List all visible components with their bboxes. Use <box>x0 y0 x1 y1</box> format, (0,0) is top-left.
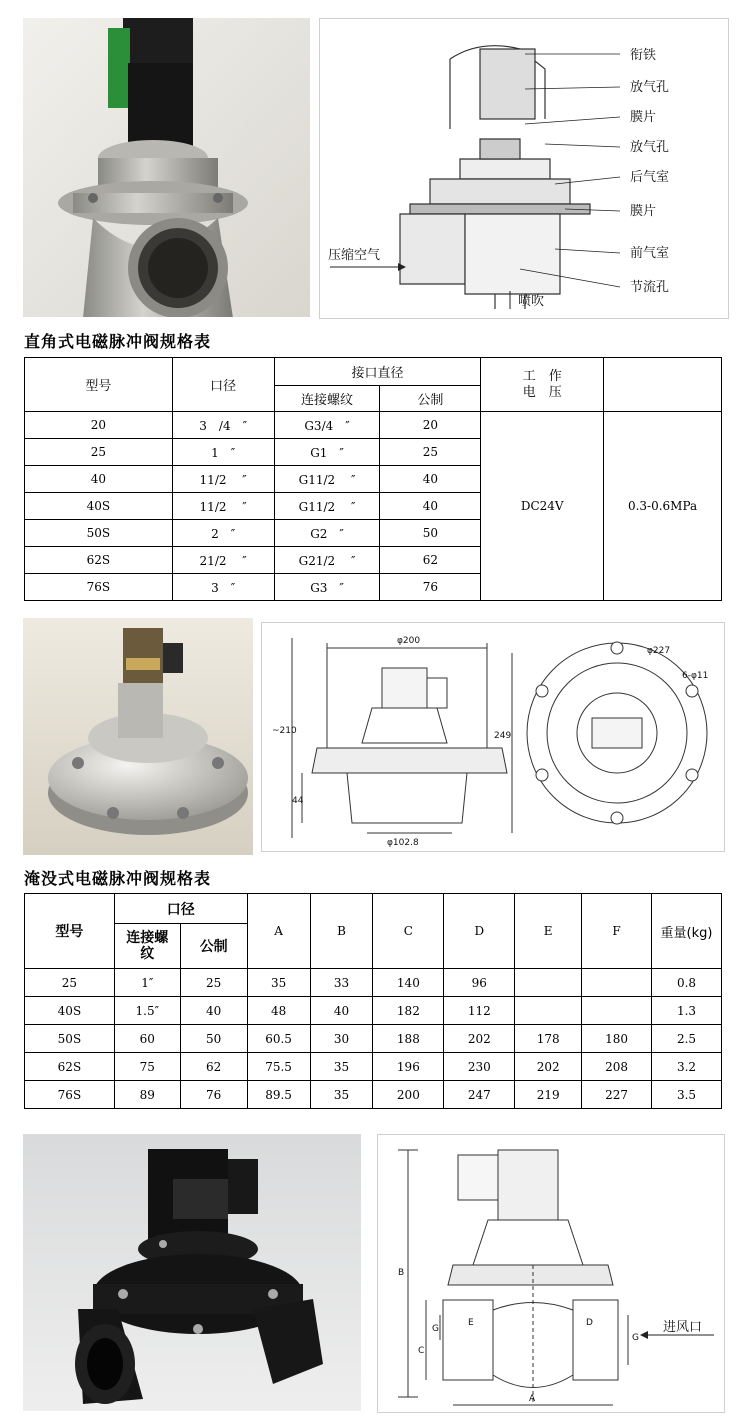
cell-thread: 1.5″ <box>114 997 180 1025</box>
header-bore: 口径 <box>172 358 274 412</box>
dim-44: 44 <box>292 796 304 806</box>
submerged-valve-photo <box>23 618 253 855</box>
header-voltage-line1: 工 作 <box>522 368 562 384</box>
dim-227: φ227 <box>647 646 671 656</box>
cell-e: 219 <box>515 1081 582 1109</box>
header-b: B <box>310 894 373 969</box>
cell-pressure: 0.3-0.6MPa <box>604 412 722 601</box>
cell-d: 202 <box>444 1025 515 1053</box>
label-front-chamber: 前气室 <box>630 246 670 261</box>
cell-weight: 1.3 <box>652 997 722 1025</box>
cell-e <box>515 969 582 997</box>
cell-metric: 50 <box>180 1025 247 1053</box>
cell-thread: G21/2 ″ <box>274 547 380 574</box>
table2-title: 淹没式电磁脉冲阀规格表 <box>24 869 212 888</box>
cell-bore: 3 ″ <box>172 574 274 601</box>
label-compressed-air: 压缩空气 <box>328 248 381 263</box>
cell-metric: 20 <box>380 412 481 439</box>
cell-metric: 62 <box>380 547 481 574</box>
cell-thread: 60 <box>114 1025 180 1053</box>
cell-b: 33 <box>310 969 373 997</box>
black-valve-dimension-drawing <box>377 1134 725 1413</box>
header-thread: 连接螺纹 <box>114 924 180 969</box>
cell-metric: 40 <box>380 466 481 493</box>
dim-g-left: G <box>432 1324 439 1334</box>
header-a: A <box>247 894 310 969</box>
submerged-valve-dimension-drawing <box>261 622 725 852</box>
dim-249: 249 <box>494 731 512 741</box>
header-pressure <box>604 358 722 412</box>
cell-f: 180 <box>582 1025 652 1053</box>
header-d: D <box>444 894 515 969</box>
cell-thread: G1 ″ <box>274 439 380 466</box>
cell-e: 202 <box>515 1053 582 1081</box>
cell-d: 112 <box>444 997 515 1025</box>
cell-c: 182 <box>373 997 444 1025</box>
label-air-inlet: 进风口 <box>663 1320 703 1335</box>
cell-model: 25 <box>25 439 173 466</box>
cell-weight: 2.5 <box>652 1025 722 1053</box>
cell-e: 178 <box>515 1025 582 1053</box>
cell-f: 208 <box>582 1053 652 1081</box>
cell-a: 75.5 <box>247 1053 310 1081</box>
cell-model: 62S <box>25 547 173 574</box>
cell-e <box>515 997 582 1025</box>
dim-holes: 6-φ11 <box>682 671 709 681</box>
cell-f <box>582 969 652 997</box>
cell-d: 96 <box>444 969 515 997</box>
cell-f: 227 <box>582 1081 652 1109</box>
header-f: F <box>582 894 652 969</box>
cell-model: 20 <box>25 412 173 439</box>
cell-f <box>582 997 652 1025</box>
cell-model: 40S <box>25 997 115 1025</box>
label-vent-hole-1: 放气孔 <box>630 80 670 95</box>
cell-a: 89.5 <box>247 1081 310 1109</box>
header-bore: 口径 <box>114 894 247 924</box>
cell-a: 35 <box>247 969 310 997</box>
dim-g-right: G <box>632 1333 639 1343</box>
header-port-diameter: 接口直径 <box>274 358 481 386</box>
cell-thread: G11/2 ″ <box>274 493 380 520</box>
cell-weight: 0.8 <box>652 969 722 997</box>
cell-d: 247 <box>444 1081 515 1109</box>
cell-weight: 3.5 <box>652 1081 722 1109</box>
label-vent-hole-2: 放气孔 <box>630 140 670 155</box>
cell-metric: 76 <box>180 1081 247 1109</box>
cell-bore: 1 ″ <box>172 439 274 466</box>
label-rear-chamber: 后气室 <box>630 170 670 185</box>
cell-b: 30 <box>310 1025 373 1053</box>
cell-thread: G2 ″ <box>274 520 380 547</box>
dim-200: φ200 <box>397 636 421 646</box>
dim-e: E <box>468 1318 474 1328</box>
label-armature: 衔铁 <box>630 48 657 63</box>
cell-bore: 11/2 ″ <box>172 466 274 493</box>
cell-thread: G11/2 ″ <box>274 466 380 493</box>
cell-metric: 25 <box>380 439 481 466</box>
dim-c: C <box>418 1346 425 1356</box>
header-e: E <box>515 894 582 969</box>
cell-thread: G3 ″ <box>274 574 380 601</box>
cell-model: 50S <box>25 1025 115 1053</box>
cell-d: 230 <box>444 1053 515 1081</box>
dim-d: D <box>586 1318 593 1328</box>
label-throttle-hole: 节流孔 <box>630 280 670 295</box>
cell-c: 188 <box>373 1025 444 1053</box>
cell-bore: 2 ″ <box>172 520 274 547</box>
cell-c: 140 <box>373 969 444 997</box>
cell-thread: 75 <box>114 1053 180 1081</box>
cell-model: 40 <box>25 466 173 493</box>
cell-metric: 25 <box>180 969 247 997</box>
cell-c: 200 <box>373 1081 444 1109</box>
label-blow-out: 喷吹 <box>518 294 545 309</box>
cell-model: 76S <box>25 574 173 601</box>
cell-model: 76S <box>25 1081 115 1109</box>
black-valve-photo <box>23 1134 361 1411</box>
header-metric: 公制 <box>180 924 247 969</box>
table1-title: 直角式电磁脉冲阀规格表 <box>24 332 212 351</box>
cell-model: 62S <box>25 1053 115 1081</box>
header-model: 型号 <box>25 894 115 969</box>
dim-102-8: φ102.8 <box>387 838 419 848</box>
right-angle-valve-cross-section <box>319 18 729 319</box>
cell-metric: 40 <box>180 997 247 1025</box>
right-angle-valve-photo <box>23 18 310 317</box>
cell-thread: 1″ <box>114 969 180 997</box>
cell-thread: 89 <box>114 1081 180 1109</box>
right-angle-spec-table <box>24 357 722 601</box>
cell-metric: 62 <box>180 1053 247 1081</box>
cell-model: 25 <box>25 969 115 997</box>
header-c: C <box>373 894 444 969</box>
header-model: 型号 <box>25 358 173 412</box>
dim-b: B <box>398 1268 405 1278</box>
cell-metric: 50 <box>380 520 481 547</box>
cell-model: 50S <box>25 520 173 547</box>
dim-a: A <box>529 1394 536 1404</box>
cell-metric: 76 <box>380 574 481 601</box>
header-metric: 公制 <box>380 386 481 412</box>
cell-weight: 3.2 <box>652 1053 722 1081</box>
cell-thread: G3/4 ″ <box>274 412 380 439</box>
cell-b: 35 <box>310 1081 373 1109</box>
cell-model: 40S <box>25 493 173 520</box>
cell-bore: 11/2 ″ <box>172 493 274 520</box>
cell-c: 196 <box>373 1053 444 1081</box>
cell-bore: 21/2 ″ <box>172 547 274 574</box>
label-diaphragm-1: 膜片 <box>630 110 657 125</box>
header-voltage <box>481 358 604 412</box>
submerged-spec-table <box>24 893 722 1109</box>
cell-a: 48 <box>247 997 310 1025</box>
cell-b: 40 <box>310 997 373 1025</box>
header-weight: 重量(kg) <box>652 894 722 969</box>
dim-210: ~210 <box>272 726 297 736</box>
label-diaphragm-2: 膜片 <box>630 204 657 219</box>
cell-voltage: DC24V <box>481 412 604 601</box>
cell-metric: 40 <box>380 493 481 520</box>
cell-bore: 3 /4 ″ <box>172 412 274 439</box>
cell-b: 35 <box>310 1053 373 1081</box>
header-voltage-line2: 电 压 <box>522 384 562 400</box>
header-thread: 连接螺纹 <box>274 386 380 412</box>
cell-a: 60.5 <box>247 1025 310 1053</box>
